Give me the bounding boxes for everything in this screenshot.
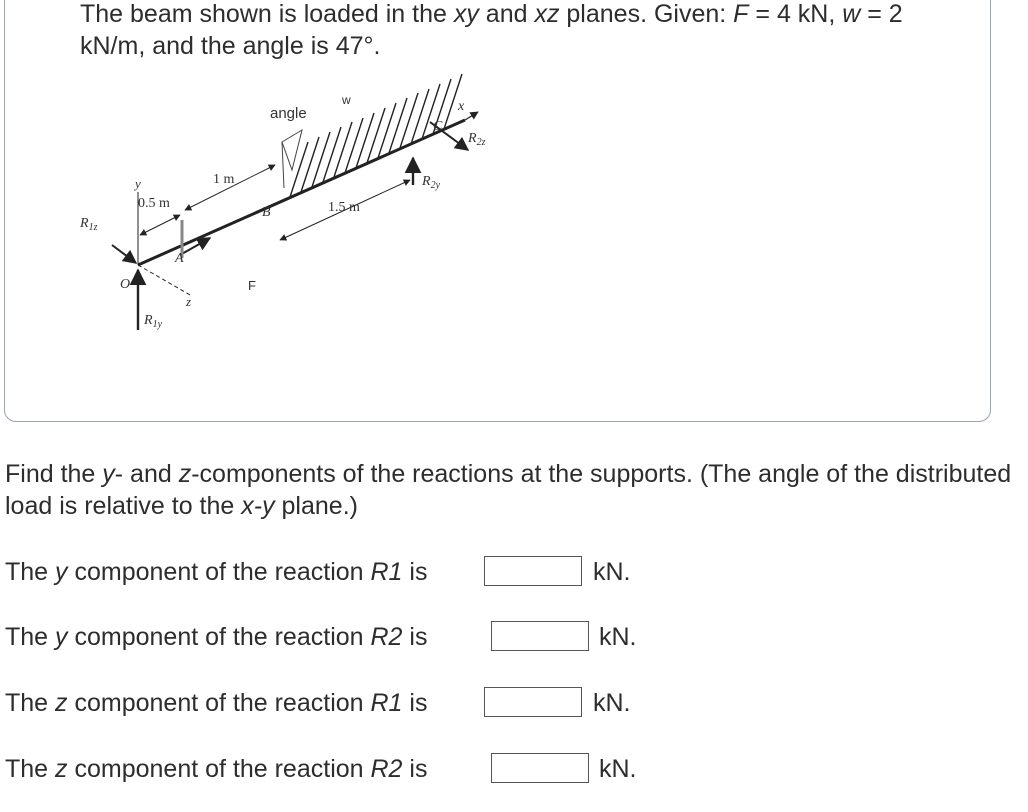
label-C: C [433, 119, 443, 134]
answer-input-r1z[interactable] [484, 687, 582, 717]
unit-label: kN. [593, 558, 631, 586]
answer-prompt: The y component of the reaction R1 is [5, 558, 428, 586]
label-R2y: $R_{2y}$ [422, 174, 441, 191]
unit-label: kN. [599, 755, 637, 783]
beam-line [138, 120, 465, 265]
angle-indicator [282, 130, 302, 170]
distributed-load [290, 74, 462, 197]
label-y: y [135, 176, 141, 191]
label-x: x [458, 99, 465, 114]
dim-05m: 0.5 m [138, 196, 170, 211]
answer-input-r2y[interactable] [491, 621, 589, 651]
answer-prompt: The z component of the reaction R1 is [5, 689, 428, 717]
answer-input-r2z[interactable] [491, 753, 589, 783]
dim-1m: 1 m [213, 172, 235, 187]
answer-input-r1y[interactable] [484, 556, 582, 586]
problem-statement: The beam shown is loaded in the xy and xz planes. Given: F = 4 kN, w = 2 kN/m, and the angle is 47°. [80, 0, 903, 60]
label-O: O [120, 277, 131, 292]
unit-label: kN. [593, 689, 631, 717]
label-B: B [262, 205, 271, 220]
label-R1y: $R_{1y}$ [144, 313, 163, 330]
dim-15m: 1.5 m [328, 200, 360, 215]
beam-figure [70, 60, 520, 350]
label-F: F [248, 278, 256, 293]
label-angle: angle [270, 105, 307, 122]
label-R1z: $R_{1z}$ [80, 216, 98, 233]
label-A: A [175, 251, 184, 266]
question-text: Find the y- and z-components of the reactions at the supports. (The angle of the distributed load is relative to the x-y plane.) [5, 460, 1012, 520]
label-z: z [186, 294, 192, 309]
answer-prompt: The z component of the reaction R2 is [5, 755, 428, 783]
label-R2z: $R_{2z}$ [468, 131, 486, 148]
answer-prompt: The y component of the reaction R2 is [5, 623, 428, 651]
unit-label: kN. [599, 623, 637, 651]
label-w: w [342, 93, 351, 107]
